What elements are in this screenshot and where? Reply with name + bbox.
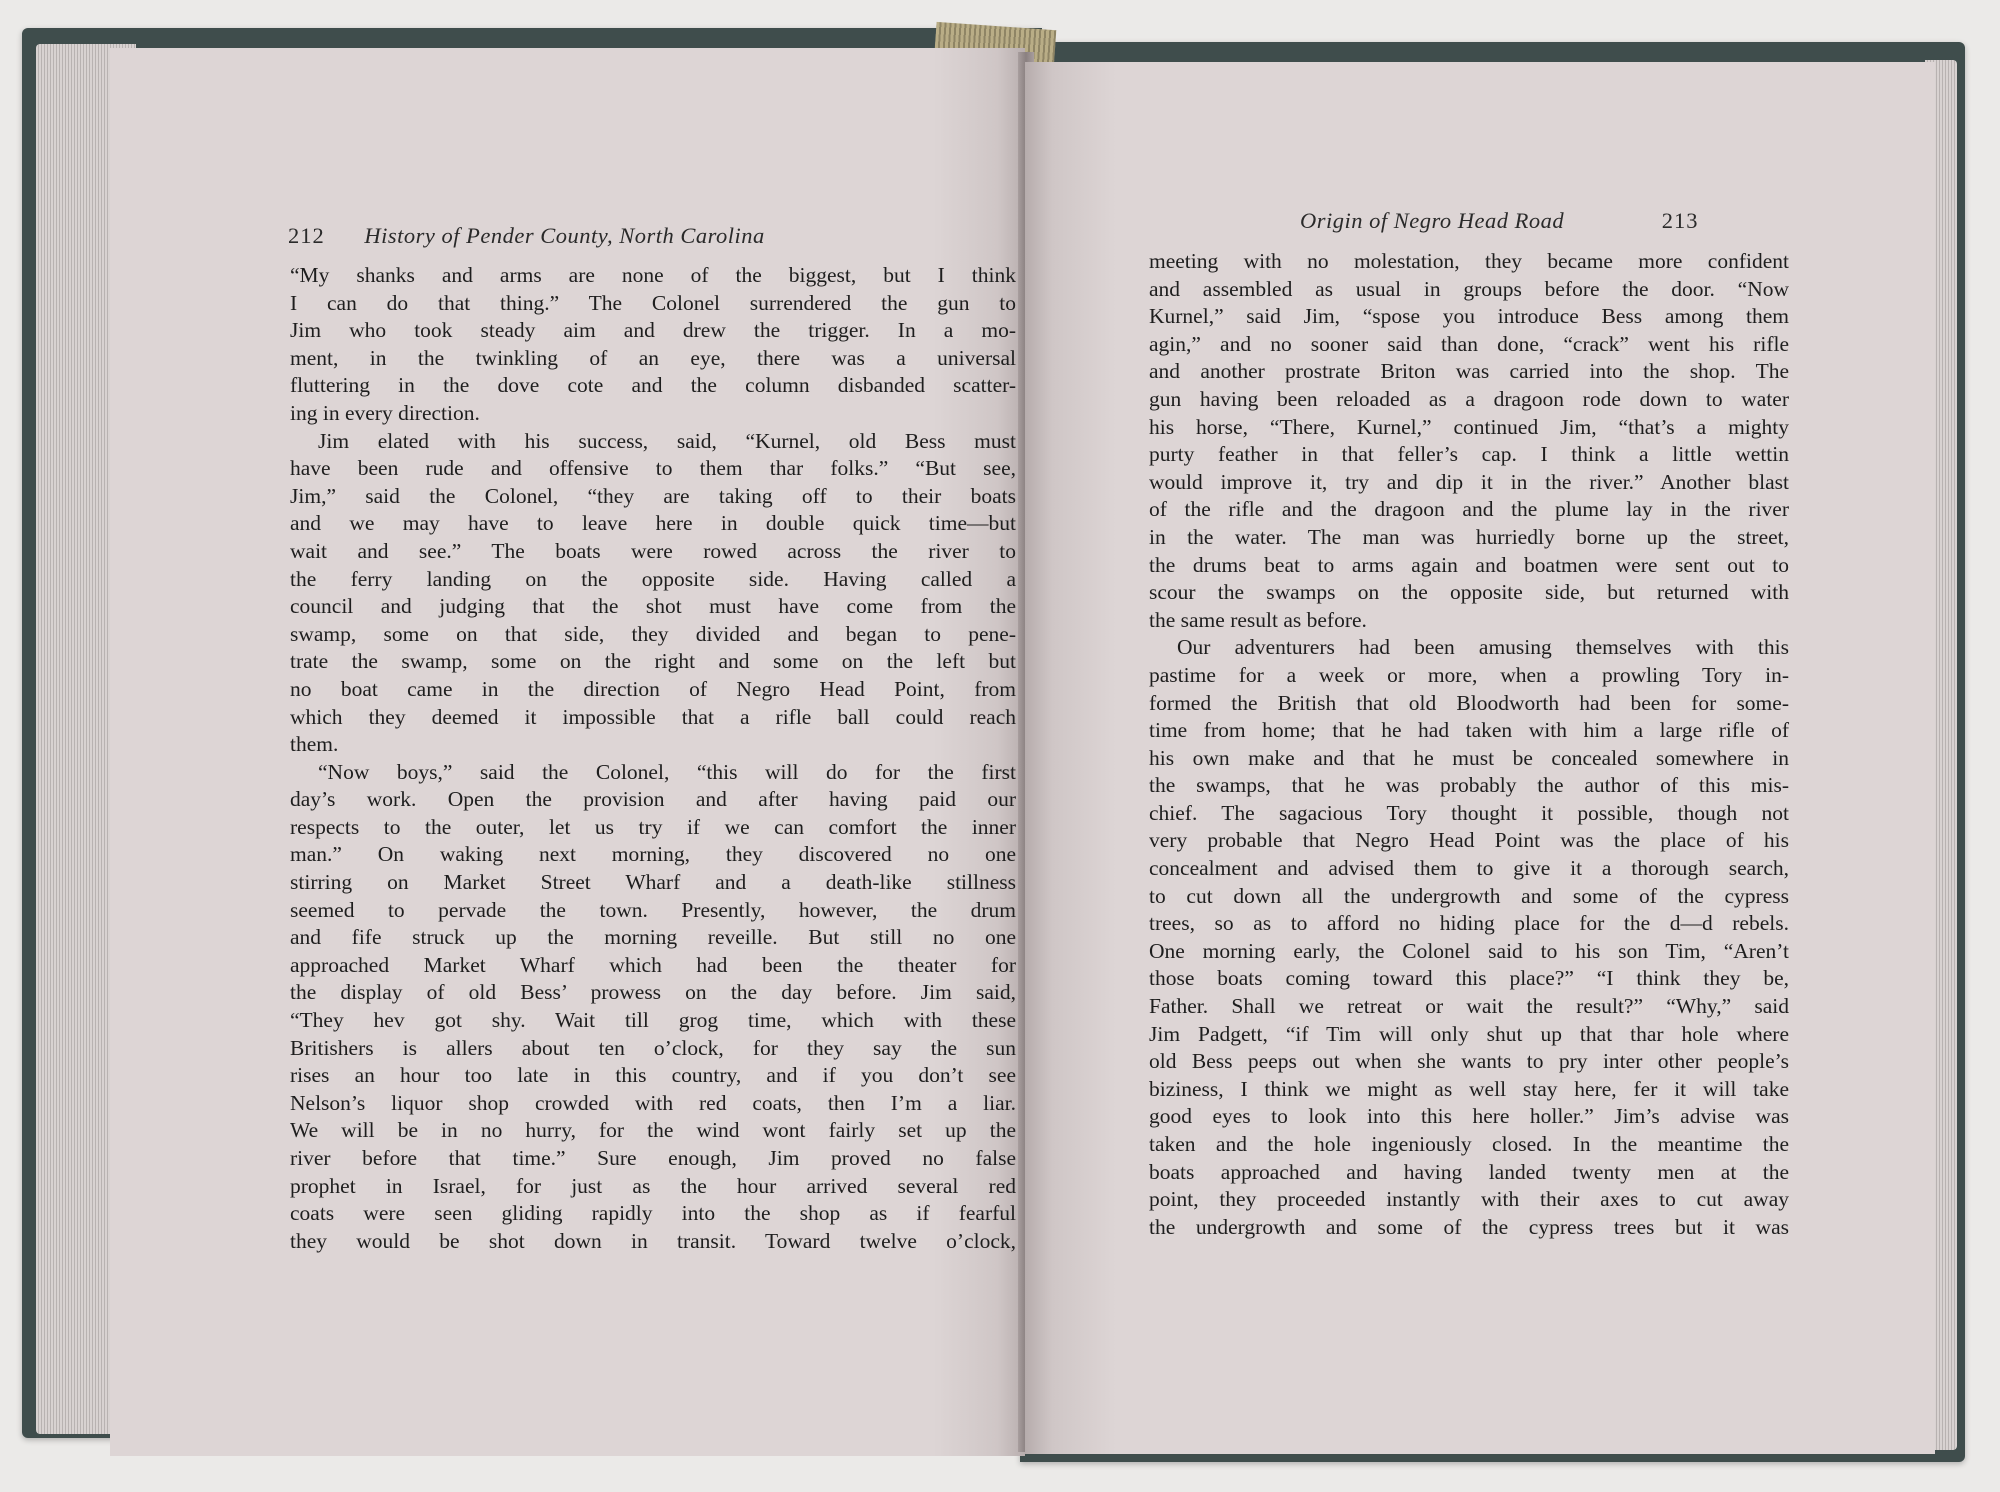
- text-line: pastime for a week or more, when a prowling Tory in-: [1149, 662, 1789, 687]
- text-line: wait and see.” The boats were rowed across the river to: [290, 538, 1016, 563]
- text-line: taken and the hole ingeniously closed. In the meantime the: [1149, 1132, 1789, 1156]
- right-running-title: Origin of Negro Head Road: [1300, 208, 1565, 233]
- text-line: those boats coming toward this place?” “I think they be,: [1149, 966, 1789, 991]
- text-line: ment, in the twinkling of an eye, there was a universal: [290, 345, 1016, 370]
- text-line: and another prostrate Briton was carried into the shop. The: [1149, 359, 1789, 384]
- text-line: “Now boys,” said the Colonel, “this will do for the first: [318, 759, 1016, 784]
- text-line: they would be shot down in transit. Toward twelve o’clock,: [290, 1228, 1016, 1253]
- text-line: the display of old Bess’ prowess on the day before. Jim said,: [290, 980, 1016, 1005]
- text-line: boats approached and having landed twenty men at the: [1149, 1159, 1789, 1184]
- text-line: very probable that Negro Head Point was the place of his: [1149, 828, 1789, 853]
- text-line: chief. The sagacious Tory thought it possible, though not: [1149, 800, 1789, 825]
- text-line: old Bess peeps out when she wants to pry inter other people’s: [1149, 1049, 1789, 1074]
- text-line: Jim who took steady aim and drew the trigger. In a mo-: [290, 318, 1016, 343]
- text-line: to cut down all the undergrowth and some of the cypress: [1149, 883, 1789, 908]
- text-line: Britishers is allers about ten o’clock, for they say the sun: [290, 1035, 1016, 1060]
- right-page: [1025, 62, 1935, 1454]
- text-line: would improve it, try and dip it in the river.” Another blast: [1149, 469, 1789, 494]
- text-line: day’s work. Open the provision and after having paid our: [290, 787, 1016, 812]
- text-line: Jim Padgett, “if Tim will only shut up that thar hole where: [1149, 1021, 1789, 1046]
- left-page: [110, 48, 1025, 1456]
- text-line: Jim elated with his success, said, “Kurnel, old Bess must: [318, 428, 1016, 453]
- left-running-head: [288, 223, 765, 249]
- text-line: Father. Shall we retreat or wait the result?” “Why,” said: [1149, 994, 1789, 1019]
- text-line: good eyes to look into this here holler.” Jim’s advise was: [1149, 1104, 1789, 1129]
- text-line: coats were seen gliding rapidly into the shop as if fearful: [290, 1201, 1016, 1226]
- text-line: of the rifle and the dragoon and the plume lay in the river: [1149, 497, 1789, 522]
- text-line: have been rude and offensive to them thar folks.” “But see,: [290, 456, 1016, 481]
- text-line: biziness, I think we might as well stay here, fer it will take: [1149, 1076, 1789, 1101]
- text-line: them.: [290, 732, 339, 757]
- left-running-title: History of Pender County, North Carolina: [364, 223, 765, 248]
- text-line: seemed to pervade the town. Presently, however, the drum: [290, 897, 1016, 922]
- text-line: the ferry landing on the opposite side. Having called a: [290, 566, 1016, 591]
- text-line: council and judging that the shot must have come from the: [290, 594, 1016, 619]
- text-line: river before that time.” Sure enough, Jim proved no false: [290, 1146, 1016, 1170]
- text-line: rises an hour too late in this country, and if you don’t see: [290, 1063, 1016, 1088]
- text-line: I can do that thing.” The Colonel surrendered the gun to: [290, 290, 1016, 315]
- text-line: the same result as before.: [1149, 607, 1367, 632]
- text-line: trate the swamp, some on the right and some on the left but: [290, 649, 1016, 674]
- text-line: respects to the outer, let us try if we can comfort the inner: [290, 814, 1016, 839]
- left-page-number: 212: [288, 223, 325, 248]
- text-line: We will be in no hurry, for the wind wont fairly set up the: [290, 1118, 1016, 1143]
- right-page-number: 213: [1661, 208, 1699, 233]
- text-line: concealment and advised them to give it a thorough search,: [1149, 856, 1789, 881]
- text-line: prophet in Israel, for just as the hour arrived several red: [290, 1173, 1016, 1198]
- text-line: no boat came in the direction of Negro Head Point, from: [290, 676, 1016, 701]
- text-line: which they deemed it impossible that a rifle ball could reach: [290, 704, 1016, 729]
- text-line: the undergrowth and some of the cypress trees but it was: [1149, 1214, 1789, 1239]
- text-line: ing in every direction.: [290, 400, 480, 425]
- text-line: and we may have to leave here in double quick time—but: [290, 511, 1016, 536]
- text-line: “They hev got shy. Wait till grog time, which with these: [290, 1008, 1016, 1033]
- text-line: Kurnel,” said Jim, “spose you introduce Bess among them: [1149, 304, 1789, 329]
- right-body-text: [1149, 248, 1789, 1241]
- text-line: point, they proceeded instantly with their axes to cut away: [1149, 1187, 1789, 1212]
- text-line: trees, so as to afford no hiding place for the d—d rebels.: [1149, 911, 1789, 936]
- text-line: “My shanks and arms are none of the biggest, but I think: [290, 263, 1016, 287]
- text-line: Jim,” said the Colonel, “they are taking off to their boats: [290, 483, 1016, 508]
- text-line: his horse, “There, Kurnel,” continued Jim, “that’s a mighty: [1149, 414, 1789, 439]
- text-line: man.” On waking next morning, they discovered no one: [290, 842, 1016, 867]
- text-line: swamp, some on that side, they divided and began to pene-: [290, 621, 1016, 646]
- text-line: gun having been reloaded as a dragoon rode down to water: [1149, 386, 1789, 411]
- text-line: fluttering in the dove cote and the column disbanded scatter-: [290, 373, 1016, 398]
- text-line: the swamps, that he was probably the author of this mis-: [1149, 773, 1789, 798]
- text-line: stirring on Market Street Wharf and a death-like stillness: [290, 870, 1016, 895]
- text-line: scour the swamps on the opposite side, but returned with: [1149, 580, 1789, 605]
- text-line: time from home; that he had taken with him a large rifle of: [1149, 718, 1789, 743]
- right-running-head: [1300, 208, 1699, 234]
- text-line: Our adventurers had been amusing themselves with this: [1177, 635, 1789, 660]
- text-line: and fife struck up the morning reveille. But still no one: [290, 925, 1016, 950]
- text-line: the drums beat to arms again and boatmen were sent out to: [1149, 552, 1789, 577]
- text-line: formed the British that old Bloodworth had been for some-: [1149, 690, 1789, 715]
- text-line: Nelson’s liquor shop crowded with red coats, then I’m a liar.: [290, 1090, 1016, 1115]
- text-line: agin,” and no sooner said than done, “crack” went his rifle: [1149, 331, 1789, 356]
- text-line: purty feather in that feller’s cap. I think a little wettin: [1149, 442, 1789, 467]
- text-line: One morning early, the Colonel said to his son Tim, “Aren’t: [1149, 938, 1789, 963]
- text-line: and assembled as usual in groups before the door. “Now: [1149, 276, 1789, 301]
- text-line: his own make and that he must be concealed somewhere in: [1149, 745, 1789, 770]
- left-body-text: [290, 262, 1016, 1255]
- text-line: approached Market Wharf which had been the theater for: [290, 952, 1016, 977]
- text-line: in the water. The man was hurriedly borne up the street,: [1149, 524, 1789, 549]
- text-line: meeting with no molestation, they became more confident: [1149, 249, 1789, 273]
